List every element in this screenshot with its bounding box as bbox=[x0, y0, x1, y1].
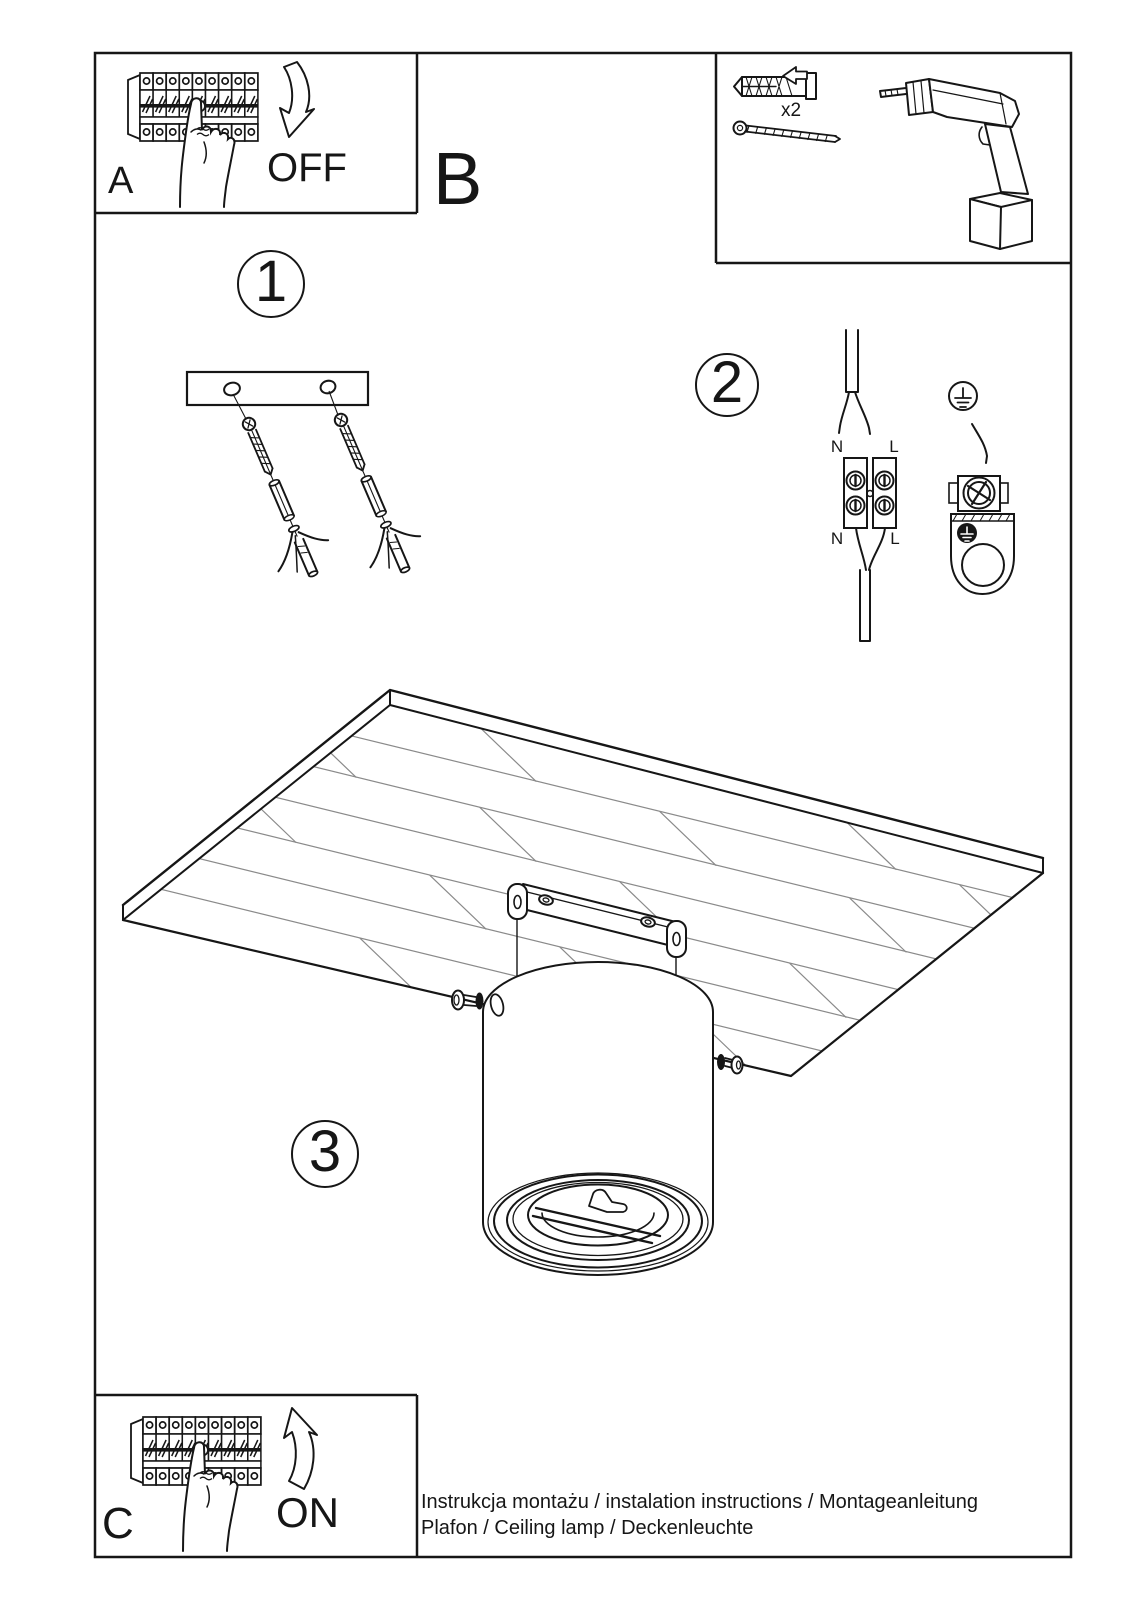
step3-illustration bbox=[123, 680, 1043, 1275]
earth-wire bbox=[972, 424, 987, 463]
panel-a-label: A bbox=[108, 160, 134, 202]
mains-cable-top bbox=[839, 330, 870, 434]
terminal-label-n-bottom: N bbox=[830, 529, 844, 548]
footer-line-2: Plafon / Ceiling lamp / Deckenleuchte bbox=[421, 1517, 754, 1539]
breaker-on-label: ON bbox=[276, 1489, 339, 1536]
breaker-off-label: OFF bbox=[267, 146, 347, 190]
anchor-quantity-label: x2 bbox=[781, 100, 802, 121]
curved-arrow-up-icon bbox=[284, 1408, 317, 1489]
ground-clamp-icon bbox=[949, 476, 1014, 594]
wall-plug-icon bbox=[734, 67, 816, 99]
terminal-label-l-top: L bbox=[889, 437, 899, 456]
step-2-number: 2 bbox=[710, 350, 744, 415]
footer-line-1: Instrukcja montażu / instalation instructions / Montageanleitung bbox=[421, 1491, 978, 1513]
drill-icon bbox=[880, 79, 1032, 249]
mounting-bracket-icon bbox=[187, 372, 368, 405]
terminal-block-icon bbox=[844, 458, 896, 528]
panel-c-label: C bbox=[102, 1499, 134, 1548]
panel-b-label: B bbox=[433, 137, 483, 220]
terminal-label-n-top: N bbox=[830, 437, 844, 456]
panel-b-illustration bbox=[734, 67, 1033, 249]
earth-symbol-icon bbox=[949, 382, 977, 410]
screw-icon bbox=[734, 122, 841, 143]
step1-illustration bbox=[187, 251, 431, 588]
lamp-cable-bottom bbox=[856, 528, 885, 641]
step-1-number: 1 bbox=[254, 249, 288, 314]
footer-title-block bbox=[421, 1489, 978, 1541]
terminal-label-l-bottom: L bbox=[890, 529, 900, 548]
curved-arrow-down-icon bbox=[280, 62, 314, 137]
step-3-number: 3 bbox=[308, 1119, 342, 1184]
ceiling-lamp bbox=[452, 962, 743, 1275]
